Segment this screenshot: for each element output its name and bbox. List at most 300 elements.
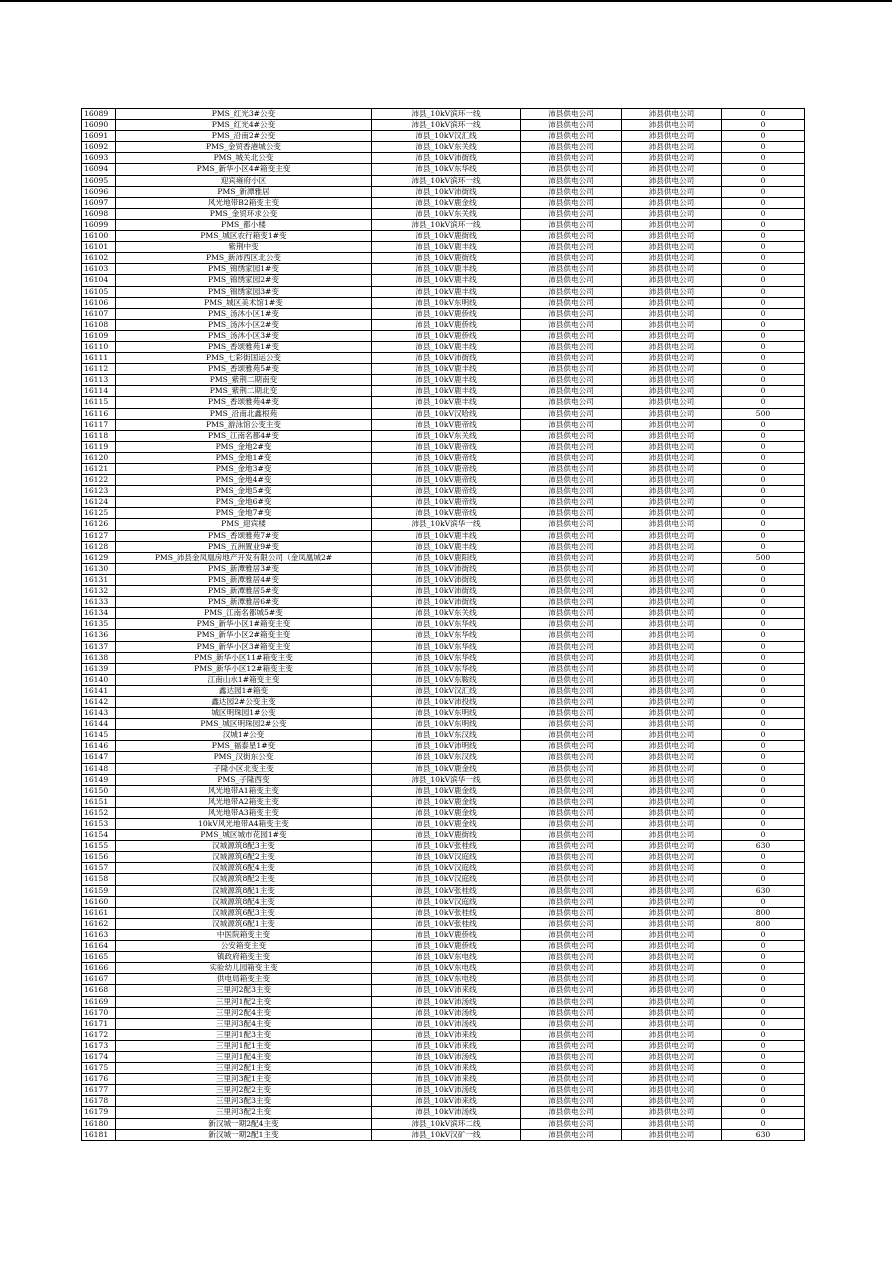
feeder-line: 沛县_10kV东关线 [372,142,521,153]
row-id: 16128 [82,541,116,552]
row-id: 16162 [82,918,116,929]
supply-company: 沛县供电公司 [521,752,622,763]
supply-company: 沛县供电公司 [521,763,622,774]
feeder-line: 沛县_10kV东华线 [372,164,521,175]
table-row [82,131,805,142]
county-company: 沛县供电公司 [622,563,722,574]
capacity-value: 0 [722,353,805,364]
supply-company: 沛县供电公司 [521,1007,622,1018]
table-row [82,264,805,275]
county-company: 沛县供电公司 [622,552,722,563]
table-row [82,719,805,730]
row-id: 16178 [82,1096,116,1107]
capacity-value: 0 [722,641,805,652]
row-id: 16136 [82,630,116,641]
county-company: 沛县供电公司 [622,896,722,907]
station-name: PMS_金地5#变 [116,486,372,497]
row-id: 16111 [82,353,116,364]
county-company: 沛县供电公司 [622,519,722,530]
table-row [82,963,805,974]
station-name: PMS_汉街东公变 [116,752,372,763]
row-id: 16113 [82,375,116,386]
county-company: 沛县供电公司 [622,497,722,508]
supply-company: 沛县供电公司 [521,408,622,419]
supply-company: 沛县供电公司 [521,619,622,630]
capacity-value: 0 [722,1063,805,1074]
row-id: 16097 [82,197,116,208]
row-id: 16112 [82,364,116,375]
station-name: 汉城源筑6配3主变 [116,907,372,918]
feeder-line: 沛县_10kV张桂线 [372,841,521,852]
supply-company: 沛县供电公司 [521,630,622,641]
row-id: 16106 [82,297,116,308]
supply-company: 沛县供电公司 [521,563,622,574]
county-company: 沛县供电公司 [622,841,722,852]
county-company: 沛县供电公司 [622,1085,722,1096]
capacity-value: 0 [722,186,805,197]
table-row [82,652,805,663]
row-id: 16118 [82,430,116,441]
county-company: 沛县供电公司 [622,1063,722,1074]
supply-company: 沛县供电公司 [521,774,622,785]
table-row [82,408,805,419]
feeder-line: 沛县_10kV鹿帝线 [372,508,521,519]
capacity-value: 0 [722,441,805,452]
table-row [82,896,805,907]
county-company: 沛县供电公司 [622,475,722,486]
station-name: 汉城源筑8配2主变 [116,874,372,885]
county-company: 沛县供电公司 [622,1107,722,1118]
supply-company: 沛县供电公司 [521,929,622,940]
feeder-line: 沛县_10kV沛汤线 [372,996,521,1007]
station-name: PMS_金地2#变 [116,441,372,452]
county-company: 沛县供电公司 [622,541,722,552]
station-name: PMS_锦绣家园1#变 [116,264,372,275]
supply-company: 沛县供电公司 [521,131,622,142]
supply-company: 沛县供电公司 [521,164,622,175]
table-row [82,153,805,164]
supply-company: 沛县供电公司 [521,308,622,319]
table-row [82,1085,805,1096]
station-name: PMS_城关北公变 [116,153,372,164]
station-name: 汉城源筑8配4主变 [116,896,372,907]
feeder-line: 沛县_10kV鹿街线 [372,830,521,841]
supply-company: 沛县供电公司 [521,486,622,497]
station-name: 三里河1配4主变 [116,1051,372,1062]
table-row [82,1051,805,1062]
supply-company: 沛县供电公司 [521,597,622,608]
feeder-line: 沛县_10kV东电线 [372,952,521,963]
table-row [82,841,805,852]
station-name: 紫荆中变 [116,242,372,253]
table-row [82,364,805,375]
county-company: 沛县供电公司 [622,408,722,419]
table-row [82,674,805,685]
county-company: 沛县供电公司 [622,985,722,996]
table-row [82,763,805,774]
feeder-line: 沛县_10kV鹿侨线 [372,308,521,319]
supply-company: 沛县供电公司 [521,896,622,907]
table-row [82,530,805,541]
feeder-line: 沛县_10kV沛街线 [372,586,521,597]
table-row [82,1129,805,1140]
station-name: 汉城源筑8配1主变 [116,885,372,896]
feeder-line: 沛县_10kV鹿金线 [372,807,521,818]
county-company: 沛县供电公司 [622,308,722,319]
row-id: 16155 [82,841,116,852]
supply-company: 沛县供电公司 [521,730,622,741]
capacity-value: 0 [722,386,805,397]
station-name: 三里河3配1主变 [116,1074,372,1085]
row-id: 16140 [82,674,116,685]
row-id: 16134 [82,608,116,619]
feeder-line: 沛县_10kV滨华一线 [372,774,521,785]
station-name: PMS_城区明珠园2#公变 [116,719,372,730]
capacity-value: 0 [722,330,805,341]
capacity-value: 0 [722,763,805,774]
county-company: 沛县供电公司 [622,530,722,541]
supply-company: 沛县供电公司 [521,1029,622,1040]
feeder-line: 沛县_10kV滨环一线 [372,175,521,186]
station-name: PMS_香颂雅苑5#变 [116,364,372,375]
table-row [82,397,805,408]
station-name: PMS_金贸香港城公变 [116,142,372,153]
station-name: 中医院箱变主变 [116,929,372,940]
county-company: 沛县供电公司 [622,852,722,863]
feeder-line: 沛县_10kV张桂线 [372,885,521,896]
feeder-line: 沛县_10kV东电线 [372,963,521,974]
feeder-line: 沛县_10kV沛来线 [372,1029,521,1040]
station-name: 三里河1配3主变 [116,1029,372,1040]
station-name: 鑫达园1#箱变 [116,685,372,696]
supply-company: 沛县供电公司 [521,841,622,852]
capacity-value: 0 [722,486,805,497]
table-row [82,1063,805,1074]
row-id: 16172 [82,1029,116,1040]
feeder-line: 沛县_10kV沛汤线 [372,1007,521,1018]
supply-company: 沛县供电公司 [521,863,622,874]
row-id: 16181 [82,1129,116,1140]
supply-company: 沛县供电公司 [521,885,622,896]
station-name: PMS_沿南北鑫根苑 [116,408,372,419]
row-id: 16160 [82,896,116,907]
row-id: 16101 [82,242,116,253]
station-name: PMS_紫荆二期南变 [116,375,372,386]
station-name: 新汉城一期2配1主变 [116,1129,372,1140]
county-company: 沛县供电公司 [622,597,722,608]
supply-company: 沛县供电公司 [521,341,622,352]
station-name: PMS_汤沐小区3#变 [116,330,372,341]
row-id: 16131 [82,574,116,585]
row-id: 16168 [82,985,116,996]
row-id: 16099 [82,219,116,230]
supply-company: 沛县供电公司 [521,297,622,308]
county-company: 沛县供电公司 [622,1096,722,1107]
station-name: PMS_红光3#公变 [116,109,372,120]
feeder-line: 沛县_10kV汉庭线 [372,874,521,885]
table-row [82,874,805,885]
station-name: 三里河3配4主变 [116,1018,372,1029]
county-company: 沛县供电公司 [622,319,722,330]
capacity-value: 0 [722,375,805,386]
station-name: 风光地带A3箱变主变 [116,807,372,818]
county-company: 沛县供电公司 [622,330,722,341]
table-row [82,1007,805,1018]
supply-company: 沛县供电公司 [521,941,622,952]
supply-company: 沛县供电公司 [521,264,622,275]
capacity-value: 0 [722,175,805,186]
supply-company: 沛县供电公司 [521,386,622,397]
supply-company: 沛县供电公司 [521,874,622,885]
station-name: 汉城源筑6配1主变 [116,918,372,929]
row-id: 16147 [82,752,116,763]
station-name: PMS_新潭雅居6#变 [116,597,372,608]
county-company: 沛县供电公司 [622,386,722,397]
station-name: PMS_香颂雅苑1#变 [116,341,372,352]
table-body [82,109,805,1141]
station-name: PMS_新潭雅居3#变 [116,563,372,574]
table-row [82,708,805,719]
county-company: 沛县供电公司 [622,730,722,741]
county-company: 沛县供电公司 [622,863,722,874]
county-company: 沛县供电公司 [622,652,722,663]
row-id: 16110 [82,341,116,352]
supply-company: 沛县供电公司 [521,586,622,597]
county-company: 沛县供电公司 [622,253,722,264]
capacity-value: 0 [722,142,805,153]
table-row [82,419,805,430]
row-id: 16132 [82,586,116,597]
supply-company: 沛县供电公司 [521,852,622,863]
county-company: 沛县供电公司 [622,574,722,585]
row-id: 16120 [82,452,116,463]
station-name: PMS_金地6#变 [116,497,372,508]
table-row [82,741,805,752]
row-id: 16098 [82,208,116,219]
row-id: 16096 [82,186,116,197]
capacity-value: 0 [722,896,805,907]
station-name: PMS_金地7#变 [116,508,372,519]
station-name: 镇政府箱变主变 [116,952,372,963]
feeder-line: 沛县_10kV鹿丰线 [372,397,521,408]
station-name: PMS_子隆西变 [116,774,372,785]
county-company: 沛县供电公司 [622,763,722,774]
station-name: 汉城1#公变 [116,730,372,741]
feeder-line: 沛县_10kV汉汇线 [372,131,521,142]
table-row [82,1040,805,1051]
row-id: 16114 [82,386,116,397]
row-id: 16105 [82,286,116,297]
capacity-value: 0 [722,774,805,785]
feeder-line: 沛县_10kV沛汤线 [372,1018,521,1029]
table-row [82,929,805,940]
row-id: 16166 [82,963,116,974]
row-id: 16123 [82,486,116,497]
capacity-value: 630 [722,1129,805,1140]
table-row [82,819,805,830]
station-name: PMS_金地3#变 [116,464,372,475]
station-name: PMS_江南名都4#变 [116,430,372,441]
supply-company: 沛县供电公司 [521,475,622,486]
station-name: PMS_新华小区2#箱变主变 [116,630,372,641]
row-id: 16176 [82,1074,116,1085]
row-id: 16135 [82,619,116,630]
row-id: 16163 [82,929,116,940]
supply-company: 沛县供电公司 [521,541,622,552]
table-row [82,597,805,608]
station-name: PMS_城区城市花园1#变 [116,830,372,841]
capacity-value: 0 [722,419,805,430]
table-row [82,996,805,1007]
county-company: 沛县供电公司 [622,175,722,186]
capacity-value: 0 [722,586,805,597]
row-id: 16179 [82,1107,116,1118]
feeder-line: 沛县_10kV鹿街线 [372,231,521,242]
supply-company: 沛县供电公司 [521,219,622,230]
row-id: 16143 [82,708,116,719]
table-row [82,785,805,796]
capacity-value: 0 [722,608,805,619]
feeder-line: 沛县_10kV沛投线 [372,696,521,707]
capacity-value: 0 [722,286,805,297]
table-row [82,863,805,874]
table-row [82,752,805,763]
row-id: 16159 [82,885,116,896]
table-row [82,208,805,219]
table-row [82,219,805,230]
table-row [82,730,805,741]
table-row [82,563,805,574]
capacity-value: 0 [722,452,805,463]
capacity-value: 0 [722,741,805,752]
station-name: PMS_城区农行箱变1#变 [116,231,372,242]
supply-company: 沛县供电公司 [521,574,622,585]
row-id: 16174 [82,1051,116,1062]
capacity-value: 0 [722,1040,805,1051]
station-name: PMS_新华小区4#箱变主变 [116,164,372,175]
county-company: 沛县供电公司 [622,219,722,230]
capacity-value: 800 [722,907,805,918]
table-row [82,630,805,641]
county-company: 沛县供电公司 [622,208,722,219]
row-id: 16165 [82,952,116,963]
row-id: 16158 [82,874,116,885]
supply-company: 沛县供电公司 [521,641,622,652]
table-row [82,164,805,175]
county-company: 沛县供电公司 [622,441,722,452]
table-row [82,685,805,696]
supply-company: 沛县供电公司 [521,452,622,463]
station-name: 10kV风光地带A4箱变主变 [116,819,372,830]
county-company: 沛县供电公司 [622,785,722,796]
capacity-value: 0 [722,519,805,530]
station-name: PMS_七彩街国运公变 [116,353,372,364]
feeder-line: 沛县_10kV鹿帝线 [372,419,521,430]
capacity-value: 0 [722,752,805,763]
feeder-line: 沛县_10kV沛来线 [372,1063,521,1074]
supply-company: 沛县供电公司 [521,275,622,286]
table-row [82,952,805,963]
supply-company: 沛县供电公司 [521,963,622,974]
station-name: PMS_新华小区11#箱变主变 [116,652,372,663]
capacity-value: 0 [722,929,805,940]
row-id: 16171 [82,1018,116,1029]
feeder-line: 沛县_10kV汉哈线 [372,408,521,419]
row-id: 16142 [82,696,116,707]
station-name: PMS_红光4#公变 [116,120,372,131]
table-row [82,1118,805,1129]
feeder-line: 沛县_10kV张桂线 [372,907,521,918]
supply-company: 沛县供电公司 [521,952,622,963]
supply-company: 沛县供电公司 [521,807,622,818]
table-row [82,297,805,308]
supply-company: 沛县供电公司 [521,375,622,386]
county-company: 沛县供电公司 [622,375,722,386]
feeder-line: 沛县_10kV鹿金线 [372,763,521,774]
table-row [82,541,805,552]
row-id: 16090 [82,120,116,131]
capacity-value: 0 [722,941,805,952]
county-company: 沛县供电公司 [622,918,722,929]
table-row [82,574,805,585]
table-row [82,497,805,508]
row-id: 16109 [82,330,116,341]
supply-company: 沛县供电公司 [521,508,622,519]
row-id: 16095 [82,175,116,186]
feeder-line: 沛县_10kV沛街线 [372,186,521,197]
table-row [82,175,805,186]
row-id: 16177 [82,1085,116,1096]
county-company: 沛县供电公司 [622,719,722,730]
feeder-line: 沛县_10kV滨环一线 [372,219,521,230]
capacity-value: 0 [722,131,805,142]
county-company: 沛县供电公司 [622,608,722,619]
capacity-value: 0 [722,1029,805,1040]
station-name: PMS_都小楼 [116,219,372,230]
station-name: 三里河2配2主变 [116,1085,372,1096]
feeder-line: 沛县_10kV鹿帝线 [372,475,521,486]
station-name: PMS_金地4#变 [116,475,372,486]
row-id: 16121 [82,464,116,475]
row-id: 16180 [82,1118,116,1129]
table-row [82,330,805,341]
row-id: 16107 [82,308,116,319]
feeder-line: 沛县_10kV沛汤线 [372,1107,521,1118]
feeder-line: 沛县_10kV东华线 [372,652,521,663]
county-company: 沛县供电公司 [622,1007,722,1018]
county-company: 沛县供电公司 [622,885,722,896]
county-company: 沛县供电公司 [622,242,722,253]
capacity-value: 0 [722,852,805,863]
capacity-value: 0 [722,974,805,985]
capacity-value: 0 [722,819,805,830]
county-company: 沛县供电公司 [622,685,722,696]
capacity-value: 0 [722,153,805,164]
row-id: 16137 [82,641,116,652]
row-id: 16164 [82,941,116,952]
feeder-line: 沛县_10kV鹿丰线 [372,341,521,352]
county-company: 沛县供电公司 [622,508,722,519]
row-id: 16091 [82,131,116,142]
county-company: 沛县供电公司 [622,674,722,685]
supply-company: 沛县供电公司 [521,830,622,841]
capacity-value: 0 [722,120,805,131]
feeder-line: 沛县_10kV鹿侨线 [372,330,521,341]
capacity-value: 0 [722,696,805,707]
supply-company: 沛县供电公司 [521,430,622,441]
capacity-value: 0 [722,430,805,441]
station-name: 城区明珠园1#公变 [116,708,372,719]
